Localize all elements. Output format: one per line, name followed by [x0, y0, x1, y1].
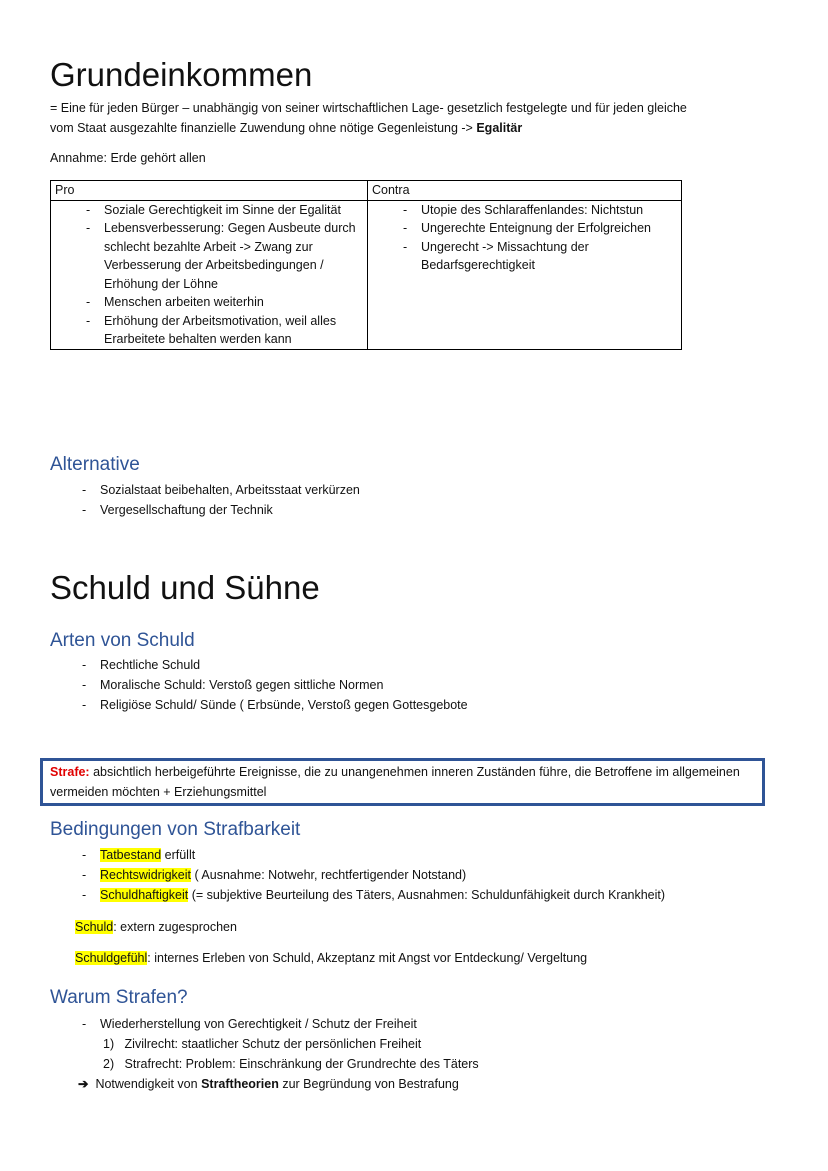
alternative-list	[47, 480, 360, 520]
numbered-item	[103, 1034, 421, 1054]
item-text: (= subjektive Beurteilung des Täters, Ausnahmen: Schuldunfähigkeit durch Krankheit)	[188, 888, 666, 902]
heading-arten: Arten von Schuld	[50, 630, 195, 651]
definition-line-1: = Eine für jeden Bürger – unabhängig von seiner wirtschaftlichen Lage- gesetzlich festgelegte und für jeden gleiche	[50, 101, 687, 115]
annahme: Annahme: Erde gehört allen	[50, 151, 206, 165]
arrow-conclusion	[78, 1074, 459, 1094]
contra-item: - Ungerecht -> Missachtung der Bedarfsgerechtigkeit	[368, 238, 677, 275]
pro-item: - Lebensverbesserung: Gegen Ausbeute durch schlecht bezahlte Arbeit -> Zwang zur Verbesserung der Arbeitsbedingungen / Erhöhung der Löhne	[51, 219, 361, 293]
contra-list	[368, 201, 677, 275]
item-text: Zivilrecht: staatlicher Schutz der persönlichen Freiheit	[124, 1037, 422, 1051]
list-item: - Moralische Schuld: Verstoß gegen sittliche Normen	[47, 675, 468, 695]
arten-list	[47, 655, 468, 715]
conclusion-text: Notwendigkeit von	[95, 1077, 202, 1091]
list-item: - Vergesellschaftung der Technik	[47, 500, 360, 520]
pro-item: - Menschen arbeiten weiterhin	[51, 293, 361, 312]
highlight-term: Tatbestand	[100, 848, 162, 862]
contra-item: - Ungerechte Enteignung der Erfolgreichen	[368, 219, 677, 238]
heading-alternative: Alternative	[50, 454, 140, 475]
bedingungen-list	[47, 845, 665, 905]
strafe-label: Strafe:	[50, 765, 90, 779]
list-item: - Rechtliche Schuld	[47, 655, 468, 675]
definition-text: : internes Erleben von Schuld, Akzeptanz mit Angst vor Entdeckung/ Vergeltung	[147, 951, 588, 965]
heading-bedingungen: Bedingungen von Strafbarkeit	[50, 819, 301, 840]
numbered-item	[103, 1054, 479, 1074]
item-number: 1)	[103, 1037, 115, 1051]
strafe-definition-box	[40, 758, 765, 806]
item-text: Strafrecht: Problem: Einschränkung der Grundrechte des Täters	[124, 1057, 479, 1071]
list-item	[47, 865, 665, 885]
item-text: erfüllt	[161, 848, 196, 862]
item-number: 2)	[103, 1057, 115, 1071]
heading-warum: Warum Strafen?	[50, 987, 188, 1008]
highlight-term: Rechtswidrigkeit	[100, 868, 192, 882]
highlight-term: Schuld	[75, 920, 114, 934]
definition-bold: Egalitär	[476, 121, 523, 135]
title-schuld: Schuld und Sühne	[50, 569, 320, 606]
definition	[50, 98, 687, 138]
schuld-definition	[75, 917, 237, 937]
pro-header: Pro	[51, 181, 368, 201]
list-item: - Wiederherstellung von Gerechtigkeit / Schutz der Freiheit	[47, 1014, 417, 1034]
arrow-right-icon: ➔	[78, 1077, 89, 1091]
pro-item: - Soziale Gerechtigkeit im Sinne der Egalität	[51, 201, 361, 220]
conclusion-bold: Straftheorien	[201, 1077, 279, 1091]
pro-list	[51, 201, 361, 349]
title-grundeinkommen: Grundeinkommen	[50, 56, 313, 93]
warum-list	[47, 1014, 417, 1034]
item-text: ( Ausnahme: Notwehr, rechtfertigender Notstand)	[191, 868, 467, 882]
definition-text: : extern zugesprochen	[113, 920, 237, 934]
list-item	[47, 885, 665, 905]
highlight-term: Schuldgefühl	[75, 951, 148, 965]
contra-header: Contra	[368, 181, 682, 201]
list-item	[47, 845, 665, 865]
list-item: - Religiöse Schuld/ Sünde ( Erbsünde, Verstoß gegen Gottesgebote	[47, 695, 468, 715]
pro-contra-table	[50, 180, 682, 350]
conclusion-text: zur Begründung von Bestrafung	[278, 1077, 459, 1091]
pro-item: - Erhöhung der Arbeitsmotivation, weil alles Erarbeitete behalten werden kann	[51, 312, 361, 349]
schuldgefuehl-definition	[75, 948, 587, 968]
list-item: - Sozialstaat beibehalten, Arbeitsstaat verkürzen	[47, 480, 360, 500]
strafe-text: absichtlich herbeigeführte Ereignisse, die zu unangenehmen inneren Zuständen führe, die Betroffene im allgemeinen vermeiden möchten + Erziehungsmittel	[50, 765, 740, 799]
highlight-term: Schuldhaftigkeit	[100, 888, 189, 902]
contra-item: - Utopie des Schlaraffenlandes: Nichtstun	[368, 201, 677, 220]
definition-line-2: vom Staat ausgezahlte finanzielle Zuwendung ohne nötige Gegenleistung ->	[50, 121, 477, 135]
